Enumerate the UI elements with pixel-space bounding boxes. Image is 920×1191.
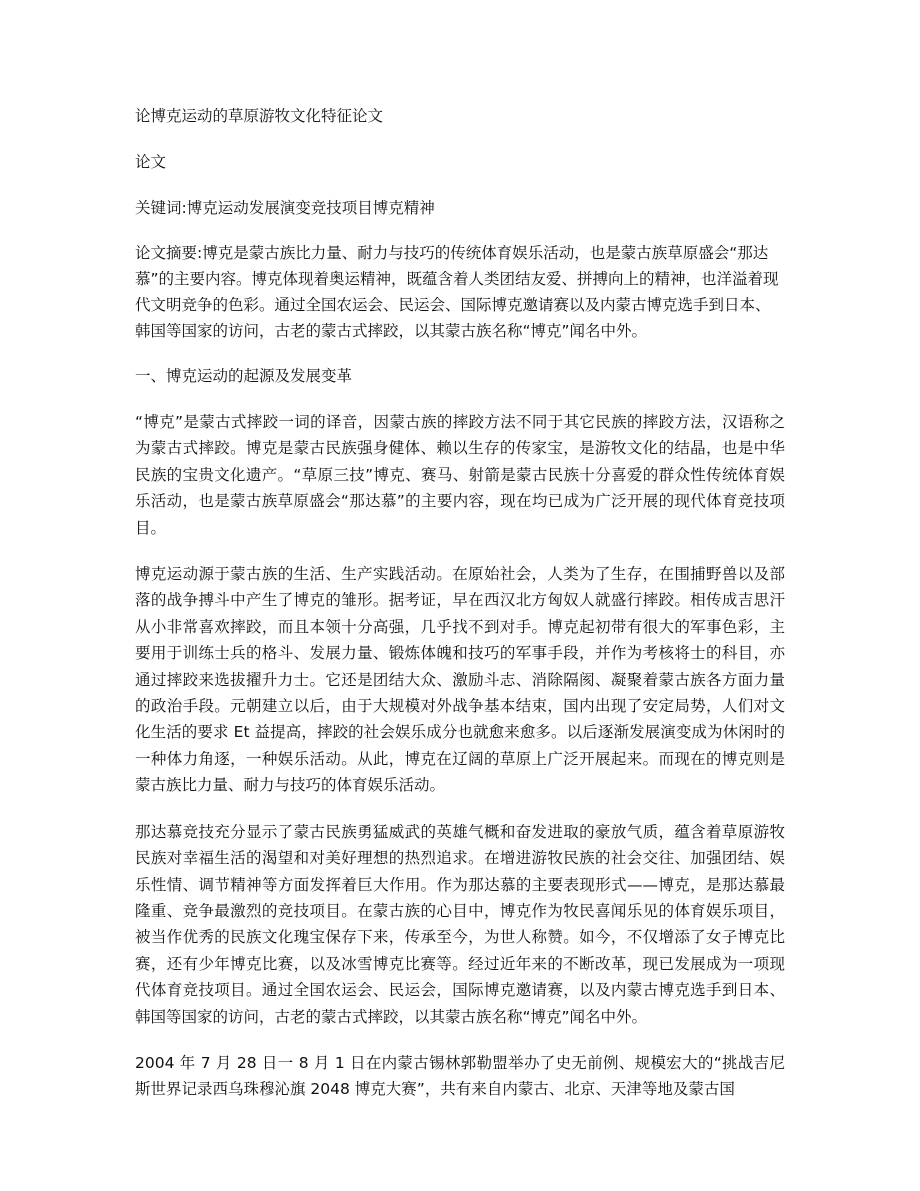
body-paragraph: 博克运动源于蒙古族的生活、生产实践活动。在原始社会，人类为了生存，在围捕野兽以及部落的战争搏斗中产生了博克的雏形。据考证，早在西汉北方匈奴人就盛行摔跤。相传成吉思汗从小非常喜欢摔跤，而且本领十分高强，几乎找不到对手。博克起初带有很大的军事色彩，主要用于训练士兵的格斗、发展力量、锻炼体魄和技巧的军事手段，并作为考核将士的科目，亦通过摔跤来选拔擢升力士。它还是团结大众、激励斗志、消除隔阂、凝聚着蒙古族各方面力量的政治手段。元朝建立以后，由于大规模对外战争基本结束，国内出现了安定局势，人们对文化生活的要求 Et 益提高，摔跤的社会娱乐成分也就愈来愈多。以后逐渐发展演变成为休闲时的一种体力角逐，一种娱乐活动。从此，博克在辽阔的草原上广泛开展起来。而现在的博克则是蒙古族比力量、耐力与技巧的体育娱乐活动。 xyxy=(135,565,785,795)
body-paragraph: 那达慕竞技充分显示了蒙古民族勇猛威武的英雄气概和奋发进取的豪放气质，蕴含着草原游牧民族对幸福生活的渴望和对美好理想的热烈追求。在增进游牧民族的社会交往、加强团结、娱乐性情、调节精神等方面发挥着巨大作用。作为那达慕的主要表现形式——博克，是那达慕最隆重、竞争最激烈的竞技项目。在蒙古族的心目中，博克作为牧民喜闻乐见的体育娱乐项目，被当作优秀的民族文化瑰宝保存下来，传承至今，为世人称赞。如今，不仅增添了女子博克比赛，还有少年博克比赛，以及冰雪博克比赛等。经过近年来的不断改革，现已发展成为一项现代体育竞技项目。通过全国农运会、民运会，国际博克邀请赛，以及内蒙古博克选手到日本、韩国等国家的访问，古老的蒙古式摔跤，以其蒙古族名称“博克”闻名中外。 xyxy=(135,822,785,1026)
document-title: 论博克运动的草原游牧文化特征论文 xyxy=(135,107,384,125)
abstract-paragraph: 论文摘要:博克是蒙古族比力量、耐力与技巧的传统体育娱乐活动，也是蒙古族草原盛会“那达慕”的主要内容。博克体现着奥运精神，既蕴含着人类团结友爱、拼搏向上的精神，也洋溢着现代文明竞争的色彩。通过全国农运会、民运会、国际博克邀请赛以及内蒙古博克选手到日本、韩国等国家的访问，古老的蒙古式摔跤，以其蒙古族名称“博克”闻名中外。 xyxy=(135,244,779,340)
document-type-label: 论文 xyxy=(135,153,167,171)
body-paragraph: “博克”是蒙古式摔跤一词的译音，因蒙古族的摔跤方法不同于其它民族的摔跤方法，汉语称之为蒙古式摔跤。博克是蒙古民族强身健体、赖以生存的传家宝，是游牧文化的结晶，也是中华民族的宝贵文化遗产。“草原三技”博克、赛马、射箭是蒙古民族十分喜爱的群众性传统体育娱乐活动，也是蒙古族草原盛会“那达慕”的主要内容，现在均已成为广泛开展的现代体育竞技项目。 xyxy=(135,413,785,537)
section-heading: 一、博克运动的起源及发展变革 xyxy=(135,367,353,385)
document-page xyxy=(135,103,785,1103)
keywords-line: 关键词:博克运动发展演变竞技项目博克精神 xyxy=(135,199,435,217)
body-paragraph: 2004 年 7 月 28 日一 8 月 1 日在内蒙古锡林郭勒盟举办了史无前例、规模宏大的“挑战吉尼斯世界记录西乌珠穆沁旗 2048 博克大赛”，共有来自内蒙古、北京、天津等地及蒙古国 xyxy=(135,1053,785,1099)
